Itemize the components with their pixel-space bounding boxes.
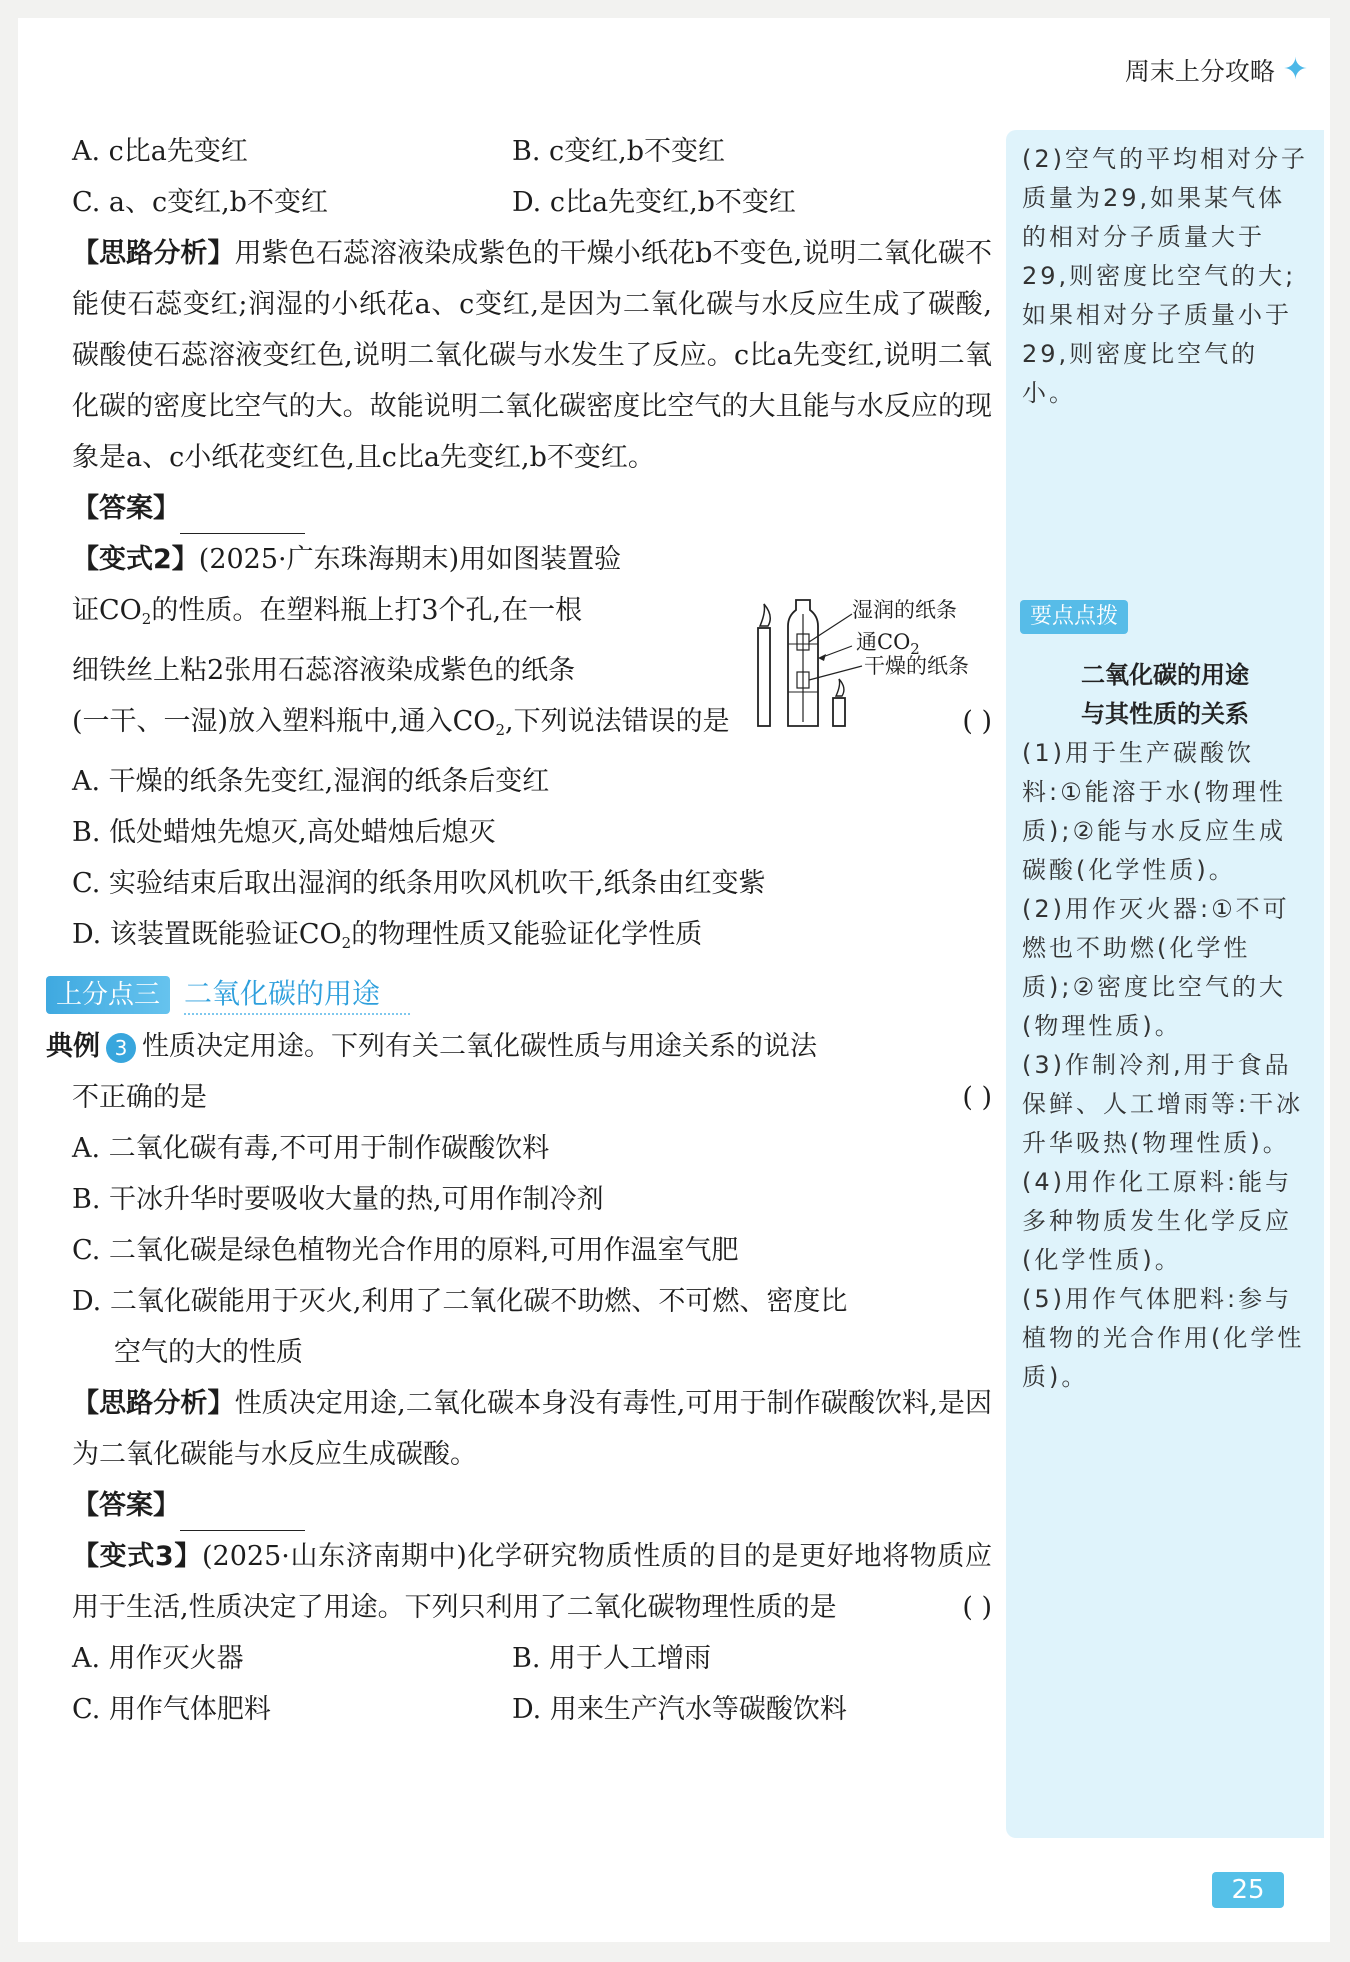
variant2-text: 细铁丝上粘2张用石蕊溶液染成紫色的纸条: [72, 655, 576, 686]
variant3-option-d: D. 用来生产汽水等碳酸饮料: [512, 1694, 847, 1725]
analysis-text: 用紫色石蕊溶液染成紫色的干燥小纸花b不变色,说明二氧化碳不能使石蕊变红;润湿的小纸花a、c变红,是因为二氧化碳与水反应生成了碳酸,碳酸使石蕊溶液变红色,说明二氧化碳与水发生了反应。c比a先变红,说明二氧化碳的密度比空气的大。故能说明二氧化碳密度比空气的大且能与水反应的现象是a、c小纸花变红色,且c比a先变红,b不变红。: [72, 238, 993, 473]
option-c: C. a、c变红,b不变红: [72, 187, 328, 218]
example-text: 不正确的是: [72, 1082, 207, 1113]
subscript: 2: [495, 721, 505, 739]
sidebar-title-line1: 二氧化碳的用途: [1081, 661, 1249, 689]
answer-blank[interactable]: [180, 1500, 305, 1531]
example-number-badge: 3: [106, 1033, 136, 1063]
options-row: [72, 1633, 992, 1684]
variant2-text: ,下列说法错误的是: [505, 706, 730, 737]
example3-option-b: B. 干冰升华时要吸收大量的热,可用作制冷剂: [72, 1184, 604, 1215]
example3-option-d: D. 二氧化碳能用于灭火,利用了二氧化碳不助燃、不可燃、密度比: [72, 1286, 848, 1317]
options-row: [72, 1684, 992, 1735]
variant3-option-c: C. 用作气体肥料: [72, 1694, 271, 1725]
answer-paren[interactable]: ( ): [962, 706, 992, 737]
subscript: 2: [910, 640, 920, 658]
figure-label-dry: 干燥的纸条: [864, 654, 969, 678]
variant2-option-d: [72, 909, 992, 969]
figure-label-text: 通CO: [856, 630, 911, 654]
variant3-option-a: A. 用作灭火器: [72, 1643, 244, 1674]
example3-option-d-cont: 空气的大的性质: [114, 1337, 303, 1368]
variant2-text: 证CO: [72, 595, 142, 626]
variant3-block: [72, 1531, 992, 1633]
subscript: 2: [341, 934, 352, 952]
page-header: [1125, 52, 1308, 88]
sparkle-icon: ✦: [1282, 52, 1308, 87]
section-tag: 上分点三: [46, 976, 170, 1014]
answer-blank[interactable]: [180, 503, 305, 534]
sidebar-body: (1)用于生产碳酸饮料:①能溶于水(物理性质);②能与水反应生成碳酸(化学性质)。 (2)用作灭火器:①不可燃也不助燃(化学性质);②密度比空气的大(物理性质)。 (3)作制冷剂,用于食品保鲜、人工增雨等:干冰升华吸热(物理性质)。 (4)用作化工原料:能与多种物质发生化学反应(化学性质)。 (5)用作气体肥料:参与植物的光合作用(化学性质)。: [1022, 739, 1305, 1391]
example3-option-c: C. 二氧化碳是绿色植物光合作用的原料,可用作温室气肥: [72, 1235, 739, 1266]
example3-line1: [46, 1021, 992, 1072]
options-row: [72, 177, 992, 228]
variant2-line2: [72, 585, 712, 645]
options-row: [72, 126, 992, 177]
option-b: B. c变红,b不变红: [512, 136, 725, 167]
example3-line2: [72, 1072, 992, 1123]
analysis-block: [72, 1378, 992, 1480]
variant2-text: 的性质。在塑料瓶上打3个孔,在一根: [151, 595, 583, 626]
answer-label: 【答案】: [72, 1490, 180, 1521]
variant2-line3: [72, 645, 712, 696]
variant2-line1: [72, 534, 712, 585]
analysis-text: 性质决定用途,二氧化碳本身没有毒性,可用于制作碳酸饮料,是因为二氧化碳能与水反应生成碳酸。: [72, 1388, 993, 1470]
answer-paren[interactable]: ( ): [962, 1592, 992, 1623]
answer-line: [72, 1480, 992, 1531]
variant3-option-b: B. 用于人工增雨: [512, 1643, 712, 1674]
section-title: 二氧化碳的用途: [184, 975, 410, 1015]
variant3-text: (2025·山东济南期中)化学研究物质性质的目的是更好地将物质应用于生活,性质决定了用途。下列只利用了二氧化碳物理性质的是: [72, 1541, 992, 1623]
example3-option-a: A. 二氧化碳有毒,不可用于制作碳酸饮料: [72, 1133, 550, 1164]
header-title: 周末上分攻略: [1124, 57, 1275, 86]
option-text: D. 该装置既能验证CO: [72, 919, 342, 950]
experiment-figure: [752, 596, 992, 736]
sidebar-note: (2)空气的平均相对分子质量为29,如果某气体的相对分子质量大于29,则密度比空气的大;如果相对分子质量小于29,则密度比空气的小。: [1022, 145, 1308, 407]
variant2-option-b: B. 低处蜡烛先熄灭,高处蜡烛后熄灭: [72, 817, 496, 848]
option-text: 的物理性质又能验证化学性质: [351, 919, 703, 950]
page-number: 25: [1212, 1872, 1284, 1908]
analysis-label: 【思路分析】: [72, 1388, 235, 1419]
option-a: A. c比a先变红: [72, 136, 248, 167]
section-header: [46, 969, 992, 1021]
answer-line: [72, 483, 992, 534]
analysis-block: [72, 228, 992, 483]
variant2-text: (一干、一湿)放入塑料瓶中,通入CO: [72, 706, 496, 737]
sidebar-panel: [1006, 130, 1324, 1838]
main-content: [46, 126, 993, 1735]
analysis-label: 【思路分析】: [72, 238, 235, 269]
example-text: 性质决定用途。下列有关二氧化碳性质与用途关系的说法: [142, 1031, 817, 1062]
variant3-label: 【变式3】: [72, 1541, 202, 1572]
variant2-option-c: C. 实验结束后取出湿润的纸条用吹风机吹干,纸条由红变紫: [72, 868, 766, 899]
answer-paren[interactable]: ( ): [962, 1082, 992, 1113]
variant2-option-a: A. 干燥的纸条先变红,湿润的纸条后变红: [72, 766, 550, 797]
subscript: 2: [141, 610, 152, 628]
example-label: 典例: [46, 1031, 100, 1062]
variant2-text: (2025·广东珠海期末)用如图装置验: [198, 544, 622, 575]
variant2-label: 【变式2】: [72, 544, 199, 575]
answer-label: 【答案】: [72, 493, 180, 524]
tips-badge: 要点点拨: [1020, 600, 1128, 634]
option-d: D. c比a先变红,b不变红: [512, 187, 796, 218]
sidebar-title-line2: 与其性质的关系: [1081, 700, 1249, 728]
figure-label-wet: 湿润的纸条: [852, 598, 957, 622]
